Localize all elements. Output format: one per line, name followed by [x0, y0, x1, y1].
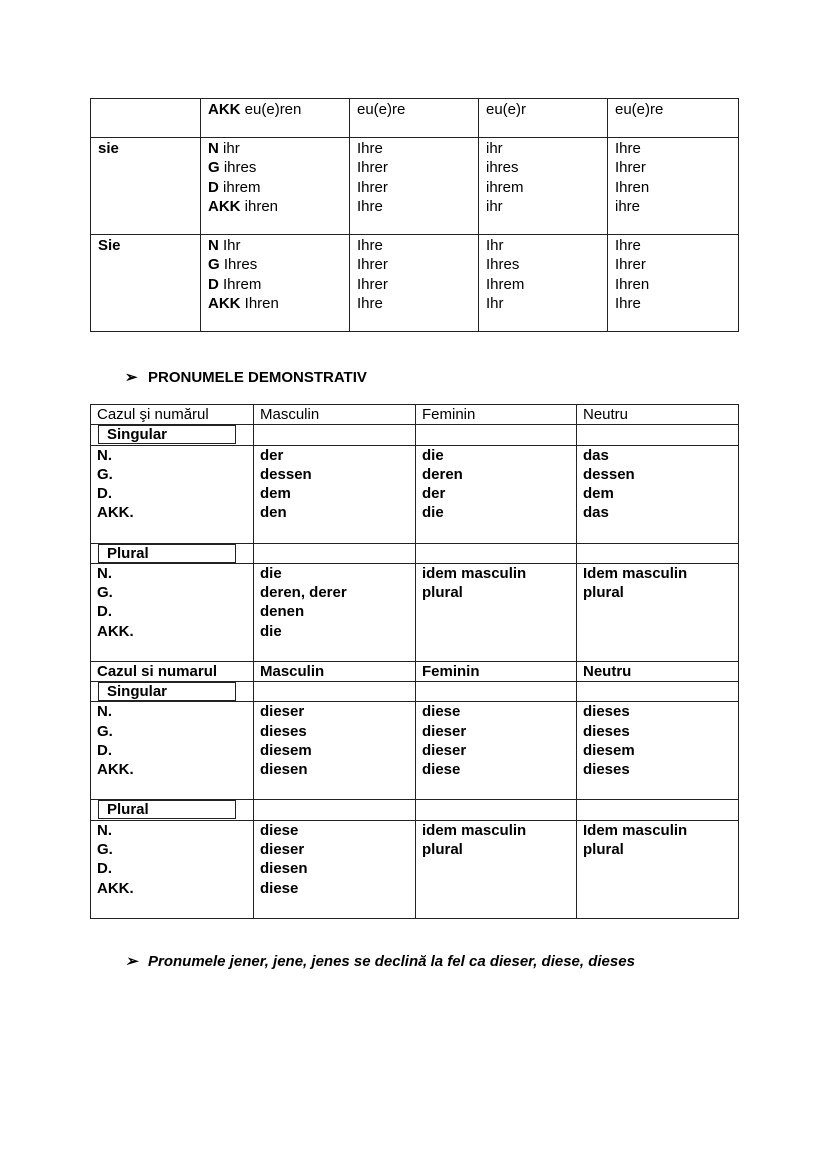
case-line [208, 139, 349, 158]
cell-line: Ihr [486, 237, 504, 254]
empty-cell [254, 800, 416, 820]
cell-line: der [422, 485, 446, 503]
number-label-cell [91, 425, 254, 445]
pronoun-cell [91, 138, 201, 235]
cell-line: das [583, 446, 609, 464]
case-abbr: N [208, 140, 219, 157]
case-form: ihren [244, 197, 279, 215]
table-row [91, 820, 739, 918]
cell-line: N. [97, 703, 112, 721]
form-cell [577, 702, 739, 800]
cell-line: die [260, 622, 282, 640]
case-form: Ihrem [223, 275, 262, 293]
cell-line: Ihrer [357, 256, 388, 274]
case-form: ihres [223, 159, 257, 177]
cell-line: dieses [583, 722, 630, 740]
form-cell [254, 445, 416, 543]
cell-line: dieser [422, 742, 467, 760]
number-label-row [91, 543, 739, 563]
cell-line: diesen [260, 761, 308, 779]
form-cell [608, 235, 739, 332]
empty-cell [254, 425, 416, 445]
table-row [91, 138, 739, 235]
case-line [208, 197, 349, 216]
form-cell [350, 138, 479, 235]
cell-line: G. [97, 465, 113, 483]
cell-line: Ihre [615, 140, 641, 157]
case-abbr: N [208, 237, 219, 254]
case-line [208, 100, 349, 119]
cell-line: N. [97, 564, 112, 582]
case-cell [91, 702, 254, 800]
empty-cell [577, 800, 739, 820]
case-form: Ihres [223, 256, 258, 274]
cell-line: dieses [260, 722, 307, 740]
form-cell [577, 820, 739, 918]
cell-line: deren [422, 465, 463, 483]
pronoun-label: sie [98, 140, 119, 157]
cell-line: Ihr [486, 294, 504, 312]
cell-line: diese [422, 761, 461, 779]
cell-line: eu(e)r [486, 101, 527, 118]
singular-label: Singular [98, 682, 236, 701]
cell-line: dieses [583, 703, 630, 721]
cell-line: plural [422, 841, 463, 859]
cell-line: dessen [260, 465, 312, 483]
form-cell [479, 99, 608, 138]
cell-line: AKK. [97, 504, 134, 522]
case-form: ihrem [223, 178, 261, 196]
cell-line: eu(e)re [357, 101, 406, 118]
cell-line: AKK. [97, 761, 134, 779]
number-label-cell [91, 800, 254, 820]
cell-line: Ihre [357, 197, 383, 215]
cell-line: der [260, 446, 284, 464]
cell-line: ihr [486, 140, 503, 157]
cell-line: Ihre [615, 294, 641, 312]
form-cell [254, 702, 416, 800]
case-abbr: G [208, 159, 220, 177]
form-cell [608, 138, 739, 235]
form-cell [416, 445, 577, 543]
arrow-bullet-icon: ➢ [125, 369, 138, 386]
column-header: Cazul şi numărul [91, 405, 254, 425]
table-row [91, 235, 739, 332]
pronoun-label: Sie [98, 237, 121, 254]
heading-pronumele-demonstrativ [125, 368, 367, 386]
case-form: Ihr [223, 237, 241, 254]
cell-line: Ihre [357, 294, 383, 312]
form-cell [350, 99, 479, 138]
cell-line: dieser [422, 722, 467, 740]
cell-line: Idem masculin [583, 821, 688, 839]
cell-line: D. [97, 860, 112, 878]
cell-line: G. [97, 841, 113, 859]
cell-line: dessen [583, 465, 635, 483]
cell-line: ihrem [486, 178, 524, 196]
table-row [91, 563, 739, 661]
header-row [91, 405, 739, 425]
empty-cell [254, 543, 416, 563]
form-cell [416, 702, 577, 800]
case-abbr: D [208, 275, 219, 293]
form-cell [254, 563, 416, 661]
cell-line: diesen [260, 860, 308, 878]
cell-line: dieses [583, 761, 630, 779]
plural-label: Plural [98, 800, 236, 819]
cell-line: G. [97, 722, 113, 740]
case-cell [91, 563, 254, 661]
case-cell [91, 820, 254, 918]
cell-line: das [583, 504, 609, 522]
cell-line: Idem masculin [583, 564, 688, 582]
form-cell [577, 563, 739, 661]
cell-line: denen [260, 603, 305, 621]
cell-line: Ihrer [357, 159, 388, 177]
case-line [208, 178, 349, 197]
case-line [208, 158, 349, 177]
number-label-row [91, 800, 739, 820]
cell-line: Ihres [486, 256, 520, 274]
heading-text: PRONUMELE DEMONSTRATIV [148, 369, 367, 386]
empty-cell [577, 543, 739, 563]
number-label-row [91, 425, 739, 445]
case-cell [201, 235, 350, 332]
case-form: eu(e)ren [244, 101, 302, 118]
empty-cell [577, 425, 739, 445]
cell-line: G. [97, 584, 113, 602]
case-abbr: AKK [208, 294, 241, 312]
plural-label: Plural [98, 544, 236, 563]
cell-line: dem [583, 485, 614, 503]
number-label-row [91, 682, 739, 702]
cell-line: plural [422, 584, 463, 602]
column-header: Cazul si numarul [91, 661, 254, 681]
cell-line: diesem [260, 742, 312, 760]
cell-line: ihre [615, 197, 641, 215]
number-label-cell [91, 543, 254, 563]
header-row [91, 661, 739, 681]
column-header: Neutru [577, 661, 739, 681]
case-cell [91, 445, 254, 543]
cell-line: AKK. [97, 622, 134, 640]
cell-line: dieser [260, 703, 305, 721]
empty-cell [577, 682, 739, 702]
case-abbr: AKK [208, 197, 241, 215]
pronoun-cell [91, 99, 201, 138]
cell-line: Ihrer [615, 159, 646, 177]
form-cell [479, 138, 608, 235]
case-abbr: AKK [208, 101, 241, 118]
cell-line: dem [260, 485, 291, 503]
case-form: Ihren [244, 294, 279, 312]
empty-cell [254, 682, 416, 702]
cell-line: plural [583, 584, 624, 602]
form-cell [350, 235, 479, 332]
column-header: Masculin [254, 405, 416, 425]
cell-line: die [260, 564, 282, 582]
form-cell [479, 235, 608, 332]
cell-line: die [422, 504, 444, 522]
table-row [91, 445, 739, 543]
form-cell [416, 820, 577, 918]
singular-label: Singular [98, 425, 236, 444]
column-header: Feminin [416, 405, 577, 425]
cell-line: D. [97, 485, 112, 503]
cell-line: den [260, 504, 287, 522]
case-line [208, 294, 349, 313]
cell-line: Ihren [615, 275, 650, 293]
case-line [208, 275, 349, 294]
table-row [91, 702, 739, 800]
column-header: Masculin [254, 661, 416, 681]
cell-line: diese [260, 879, 299, 897]
cell-line: Ihrem [486, 275, 525, 293]
cell-line: ihres [486, 159, 519, 177]
case-line [208, 255, 349, 274]
cell-line: Ihrer [357, 178, 388, 196]
cell-line: idem masculin [422, 821, 527, 839]
empty-cell [416, 425, 577, 445]
cell-line: plural [583, 841, 624, 859]
cell-line: Ihrer [357, 275, 388, 293]
cell-line: die [422, 446, 444, 464]
cell-line: Ihrer [615, 256, 646, 274]
possessive-pronoun-table [90, 98, 739, 332]
table-row [91, 99, 739, 138]
form-cell [608, 99, 739, 138]
form-cell [577, 445, 739, 543]
cell-line: Ihren [615, 178, 650, 196]
cell-line: diese [422, 703, 461, 721]
cell-line: diese [260, 821, 299, 839]
case-cell [201, 138, 350, 235]
demonstrative-pronoun-table [90, 404, 739, 919]
case-cell [201, 99, 350, 138]
cell-line: eu(e)re [615, 101, 664, 118]
column-header: Neutru [577, 405, 739, 425]
cell-line: D. [97, 742, 112, 760]
cell-line: diesem [583, 742, 635, 760]
cell-line: deren, derer [260, 584, 347, 602]
column-header: Feminin [416, 661, 577, 681]
case-line [208, 236, 349, 255]
cell-line: ihr [486, 197, 503, 215]
case-abbr: G [208, 256, 220, 274]
empty-cell [416, 800, 577, 820]
note-jener-declension [125, 952, 635, 970]
form-cell [254, 820, 416, 918]
empty-cell [416, 682, 577, 702]
form-cell [416, 563, 577, 661]
cell-line: Ihre [357, 140, 383, 157]
note-text: Pronumele jener, jene, jenes se declină la fel ca dieser, diese, dieses [148, 953, 635, 970]
cell-line: N. [97, 821, 112, 839]
case-abbr: D [208, 178, 219, 196]
cell-line: idem masculin [422, 564, 527, 582]
case-form: ihr [223, 140, 240, 157]
number-label-cell [91, 682, 254, 702]
cell-line: dieser [260, 841, 305, 859]
cell-line: N. [97, 446, 112, 464]
cell-line: D. [97, 603, 112, 621]
pronoun-cell [91, 235, 201, 332]
cell-line: Ihre [615, 237, 641, 254]
empty-cell [416, 543, 577, 563]
arrow-bullet-icon: ➢ [125, 953, 138, 970]
cell-line: Ihre [357, 237, 383, 254]
cell-line: AKK. [97, 879, 134, 897]
